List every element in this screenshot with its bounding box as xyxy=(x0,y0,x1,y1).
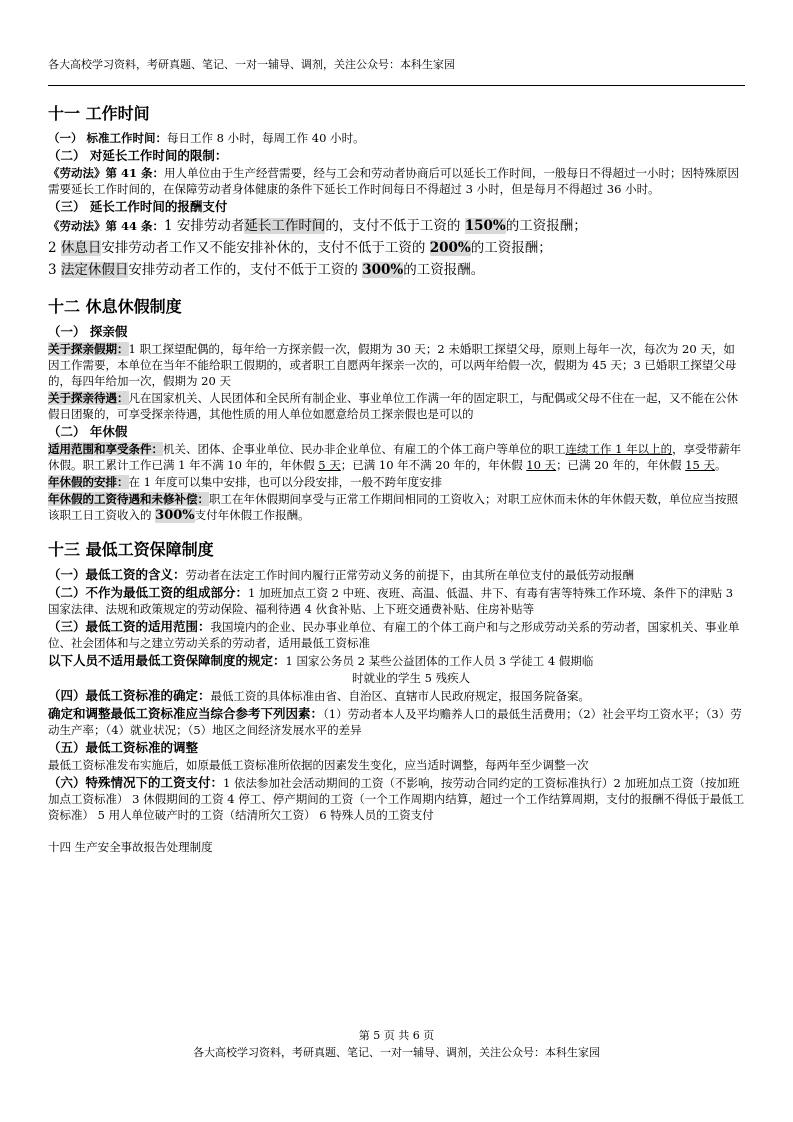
scope-text-d: ；已满 20 年的，年休假 xyxy=(556,458,686,472)
min-wage-exclusions-para xyxy=(48,584,745,617)
min-wage-exclusions-text: 1 加班加点工资 2 中班、夜班、高温、低温、井下、有毒有害等特殊工作环境、条件下的津贴 3 国家法律、法规和政策规定的劳动保险、福利待遇 4 伙食补贴、上下班交通费补贴、住房补贴等 xyxy=(48,586,734,616)
line2-text-b: 安排劳动者工作又不能安排补休的，支付不低于工资的 xyxy=(101,240,430,256)
min-wage-scope-para xyxy=(48,618,745,651)
header-rule xyxy=(48,85,745,86)
line3-percent: 300% xyxy=(362,262,404,278)
line1-highlight: 延长工作时间 xyxy=(244,218,326,234)
factors-label: 确定和调整最低工资标准应当综合参考下列因素： xyxy=(48,706,324,721)
overtime-limit-heading: （二） 对延长工作时间的限制： xyxy=(48,148,228,163)
arrange-label: 年休假的安排： xyxy=(48,475,129,489)
line2-text-a: 2 xyxy=(48,240,61,256)
min-wage-adjust-text: 最低工资标准发布实施后，如原最低工资标准所依据的因素发生变化，应当适时调整，每两年至少调整一次 xyxy=(48,758,589,772)
min-wage-determination-text: 最低工资的具体标准由省、自治区、直辖市人民政府规定，报国务院备案。 xyxy=(210,689,591,703)
annual-leave-pay-para xyxy=(48,491,745,524)
page-header: 各大高校学习资料，考研真题、笔记、一对一辅导、调剂，关注公众号：本科生家园 xyxy=(48,58,455,71)
line1-text-b: 的，支付不低于工资的 xyxy=(325,218,465,234)
standard-hours-para xyxy=(48,130,745,146)
page-number: 第 5 页 共 6 页 xyxy=(358,1029,435,1042)
pay-text-a: 职工在年休假期间享受与正常工作期间相同的工资收入；对职工应休而未休的年休假天数，单位应当按照该职工日工资收入的 xyxy=(48,492,738,522)
line2-highlight: 休息日 xyxy=(60,240,102,256)
min-wage-determination-para xyxy=(48,687,745,704)
arrange-text: 在 1 年度可以集中安排，也可以分段安排，一般不跨年度安排 xyxy=(128,475,443,489)
home-leave-treatment-text: 凡在国家机关、人民团体和全民所有制企业、事业单位工作满一年的固定职工，与配偶或父母不住在一起，又不能在公休假日团聚的，可享受探亲待遇，其他性质的用人单位如愿意给员工探亲假也是可以的 xyxy=(48,391,738,421)
not-applicable-para xyxy=(48,652,745,669)
section-14-title: 十四 生产安全事故报告处理制度 xyxy=(48,840,213,854)
home-leave-heading: （一） 探亲假 xyxy=(48,324,128,339)
min-wage-definition-text: 劳动者在法定工作时间内履行正常劳动义务的前提下，由其所在单位支付的最低劳动报酬 xyxy=(185,568,635,582)
line3-text-b: 安排劳动者工作的，支付不低于工资的 xyxy=(128,262,363,278)
line1-percent: 150% xyxy=(464,218,506,234)
overtime-pay-heading: （三） 延长工作时间的报酬支付 xyxy=(48,199,228,214)
home-leave-treatment-label: 关于探亲待遇： xyxy=(48,391,129,405)
special-pay-para xyxy=(48,774,745,823)
overtime-pay-line-2 xyxy=(48,238,745,259)
pay-percent: 300% xyxy=(155,508,195,523)
home-leave-text: 1 职工探望配偶的，每年给一方探亲假一次，假期为 30 天；2 未婚职工探望父母，原则上每年一次，每次为 20 天，如因工作需要，本单位在当年不能给职工假期的，或者职工自愿两年探亲一次的，可以两年给假一次，假期为 45 天；3 已婚职工探望父母的，每四年给加一次，假期为 20 天 xyxy=(48,342,737,388)
min-wage-scope-label: （三）最低工资的适用范围： xyxy=(48,619,211,634)
min-wage-determination-label: （四）最低工资标准的确定： xyxy=(48,688,211,703)
min-wage-adjust-heading: （五）最低工资标准的调整 xyxy=(48,740,199,755)
law41-para xyxy=(48,165,745,197)
min-wage-scope-text: 我国境内的企业、民办事业单位、有雇工的个体工商户和与之形成劳动关系的劳动者，国家机关、事业单位、社会团体和与之建立劳动关系的劳动者，适用最低工资标准 xyxy=(48,620,740,650)
min-wage-exclusions-label: （二）不作为最低工资的组成部分： xyxy=(48,585,249,600)
scope-underline-1: 连续工作 1 年以上的 xyxy=(565,442,673,456)
scope-text-c: ；已满 10 年不满 20 年的，年休假 xyxy=(340,458,527,472)
min-wage-definition-label: （一）最低工资的含义： xyxy=(48,567,186,582)
not-applicable-continued: 时就业的学生 5 残疾人 xyxy=(352,671,471,685)
document-body xyxy=(48,104,745,856)
home-leave-para xyxy=(48,341,745,389)
scope-underline-3: 10 天 xyxy=(526,458,557,472)
law44-label: 《劳动法》第 44 条： xyxy=(48,219,165,233)
line3-highlight: 法定休假日 xyxy=(60,262,129,278)
factors-text: （1）劳动者本人及平均赡养人口的最低生活费用；（2）社会平均工资水平；（3）劳动生产率；（4）就业状况；（5）地区之间经济发展水平的差异 xyxy=(48,707,742,737)
home-leave-treatment-para xyxy=(48,390,745,422)
factors-para xyxy=(48,705,745,738)
min-wage-definition-para xyxy=(48,566,745,583)
pay-label: 年休假的工资待遇和未修补偿： xyxy=(48,492,209,506)
scope-text-b: ，享受带薪年休假。职工累计工作已满 1 年不满 10 年的，年休假 xyxy=(48,442,742,472)
home-leave-label: 关于探亲假期： xyxy=(48,342,129,356)
special-pay-label: （六）特殊情况下的工资支付： xyxy=(48,775,224,790)
line2-text-c: 的工资报酬； xyxy=(470,240,552,256)
standard-hours-label: （一） 标准工作时间： xyxy=(48,131,168,145)
overtime-pay-line-3 xyxy=(48,260,745,281)
annual-leave-scope-para xyxy=(48,441,745,473)
section-12-title: 十二 休息休假制度 xyxy=(48,297,182,316)
overtime-pay-line-1 xyxy=(48,216,745,237)
section-13-title: 十三 最低工资保障制度 xyxy=(48,540,214,559)
scope-underline-2: 5 天 xyxy=(318,458,341,472)
page-footer: 各大高校学习资料，考研真题、笔记、一对一辅导、调剂，关注公众号：本科生家园 xyxy=(193,1046,600,1059)
line1-text-c: 的工资报酬； xyxy=(505,218,587,234)
scope-text-e: 。 xyxy=(714,458,727,472)
standard-hours-text: 每日工作 8 小时，每周工作 40 小时。 xyxy=(167,131,365,145)
scope-label: 适用范围和享受条件： xyxy=(48,442,163,456)
section-11-title: 十一 工作时间 xyxy=(48,104,150,123)
special-pay-text: 1 依法参加社会活动期间的工资（不影响，按劳动合同约定的工资标准执行）2 加班加点工资（按加班加点工资标准） 3 休假期间的工资 4 停工、停产期间的工资（一个工作周期内结算，超过一个工作结算周期，支付的报酬不得低于最低工资标准） 5 用人单位破产时的工资（结清所欠工资） 6 特殊人员的工资支付 xyxy=(48,776,745,822)
annual-leave-arrange-para xyxy=(48,474,745,490)
not-applicable-label: 以下人员不适用最低工资保障制度的规定： xyxy=(48,653,286,668)
line2-percent: 200% xyxy=(429,240,471,256)
scope-underline-4: 15 天 xyxy=(685,458,715,472)
pay-text-b: 支付年休假工作报酬。 xyxy=(194,508,310,522)
law41-label: 《劳动法》第 41 条： xyxy=(48,166,165,180)
scope-text-a: 机关、团体、企事业单位、民办非企业单位、有雇工的个体工商户等单位的职工 xyxy=(163,442,566,456)
law41-text: 用人单位由于生产经营需要，经与工会和劳动者协商后可以延长工作时间，一般每日不得超过一小时；因特殊原因需要延长工作时间的，在保障劳动者身体健康的条件下延长工作时间每日不得超过 3 小时，但是每月不得超过 36 小时。 xyxy=(48,166,740,196)
annual-leave-heading: （二） 年休假 xyxy=(48,424,128,439)
line1-text-a: 1 安排劳动者 xyxy=(164,218,245,234)
not-applicable-text: 1 国家公务员 2 某些公益团体的工作人员 3 学徒工 4 假期临 xyxy=(285,654,594,668)
line3-text-c: 的工资报酬。 xyxy=(403,262,485,278)
line3-text-a: 3 xyxy=(48,262,61,278)
